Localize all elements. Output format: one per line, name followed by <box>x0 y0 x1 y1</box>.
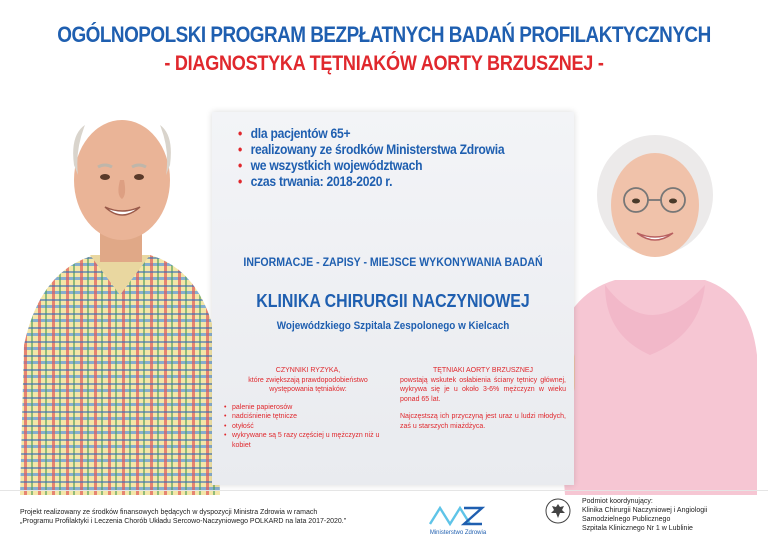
list-item: • otyłość <box>224 422 392 432</box>
footer-funding-note <box>20 508 400 526</box>
bullet-continuation-text: we wszystkich województwach <box>250 158 423 173</box>
risk-list <box>224 403 392 451</box>
risk-heading-line: które zwiększają prawdopodobieństwo <box>248 376 368 384</box>
list-item: • nadciśnienie tętnicze <box>224 412 392 422</box>
footer-coordinator <box>582 497 764 533</box>
info-board <box>212 112 574 485</box>
footer-line: Klinika Chirurgii Naczyniowej i Angiologii <box>582 507 708 514</box>
clinic-name: KLINIKA CHIRURGII NACZYNIOWEJ <box>256 290 530 311</box>
aneurysm-info <box>400 366 566 439</box>
page-subtitle: - DIAGNOSTYKA TĘTNIAKÓW AORTY BRZUSZNEJ - <box>164 52 604 75</box>
footer-line: „Programu Profilaktyki i Leczenia Chorób Układu Sercowo-Naczyniowego POLKARD na lata 2017-2020.” <box>20 518 347 525</box>
bullet-item: • realizowany ze środków Ministerstwa Zdrowia <box>238 142 535 158</box>
elderly-man-photo <box>10 95 240 495</box>
ministry-label: Ministerstwo Zdrowia <box>429 530 487 536</box>
info-line: INFORMACJE - ZAPISY - MIEJSCE WYKONYWANIA BADAŃ <box>243 255 543 269</box>
bullet-item: • dla pacjentów 65+ <box>238 126 535 142</box>
program-bullets <box>238 126 568 190</box>
risk-heading-line: występowania tętniaków: <box>269 386 347 393</box>
aneurysm-heading: TĘTNIAKI AORTY BRZUSZNEJ <box>432 367 534 374</box>
page-title: OGÓLNOPOLSKI PROGRAM BEZPŁATNYCH BADAŃ PROFILAKTYCZNYCH <box>57 22 711 47</box>
polish-eagle-emblem-icon <box>545 498 571 524</box>
list-item: • palenie papierosów <box>224 403 392 413</box>
aneurysm-paragraph: Najczęstszą ich przyczyną jest uraz u ludzi młodych, zaś u starszych miażdżyca. <box>400 413 566 430</box>
footer-line: Szpitala Klinicznego Nr 1 w Lublinie <box>582 525 693 532</box>
hospital-name: Wojewódzkiego Szpitala Zespolonego w Kielcach <box>276 320 510 332</box>
bullet-continuation <box>238 158 535 174</box>
list-item: • wykrywane są 5 razy częściej u mężczyzn niż u kobiet <box>224 431 392 450</box>
footer-divider <box>0 490 768 491</box>
risk-factors <box>224 366 392 450</box>
bullet-item: • czas trwania: 2018-2020 r. <box>238 174 535 190</box>
risk-heading: CZYNNIKI RYZYKA, <box>275 367 341 374</box>
footer-line: Samodzielnego Publicznego <box>582 516 671 523</box>
footer-line: Projekt realizowany ze środków finansowych będących w dyspozycji Ministra Zdrowia w ramach <box>20 509 318 516</box>
aneurysm-paragraph: powstają wskutek osłabienia ściany tętnicy głównej, wykrywa się je u około 3-6% mężczyzn w wieku ponad 65 lat. <box>400 376 566 403</box>
footer-line: Podmiot koordynujący: <box>582 498 653 505</box>
